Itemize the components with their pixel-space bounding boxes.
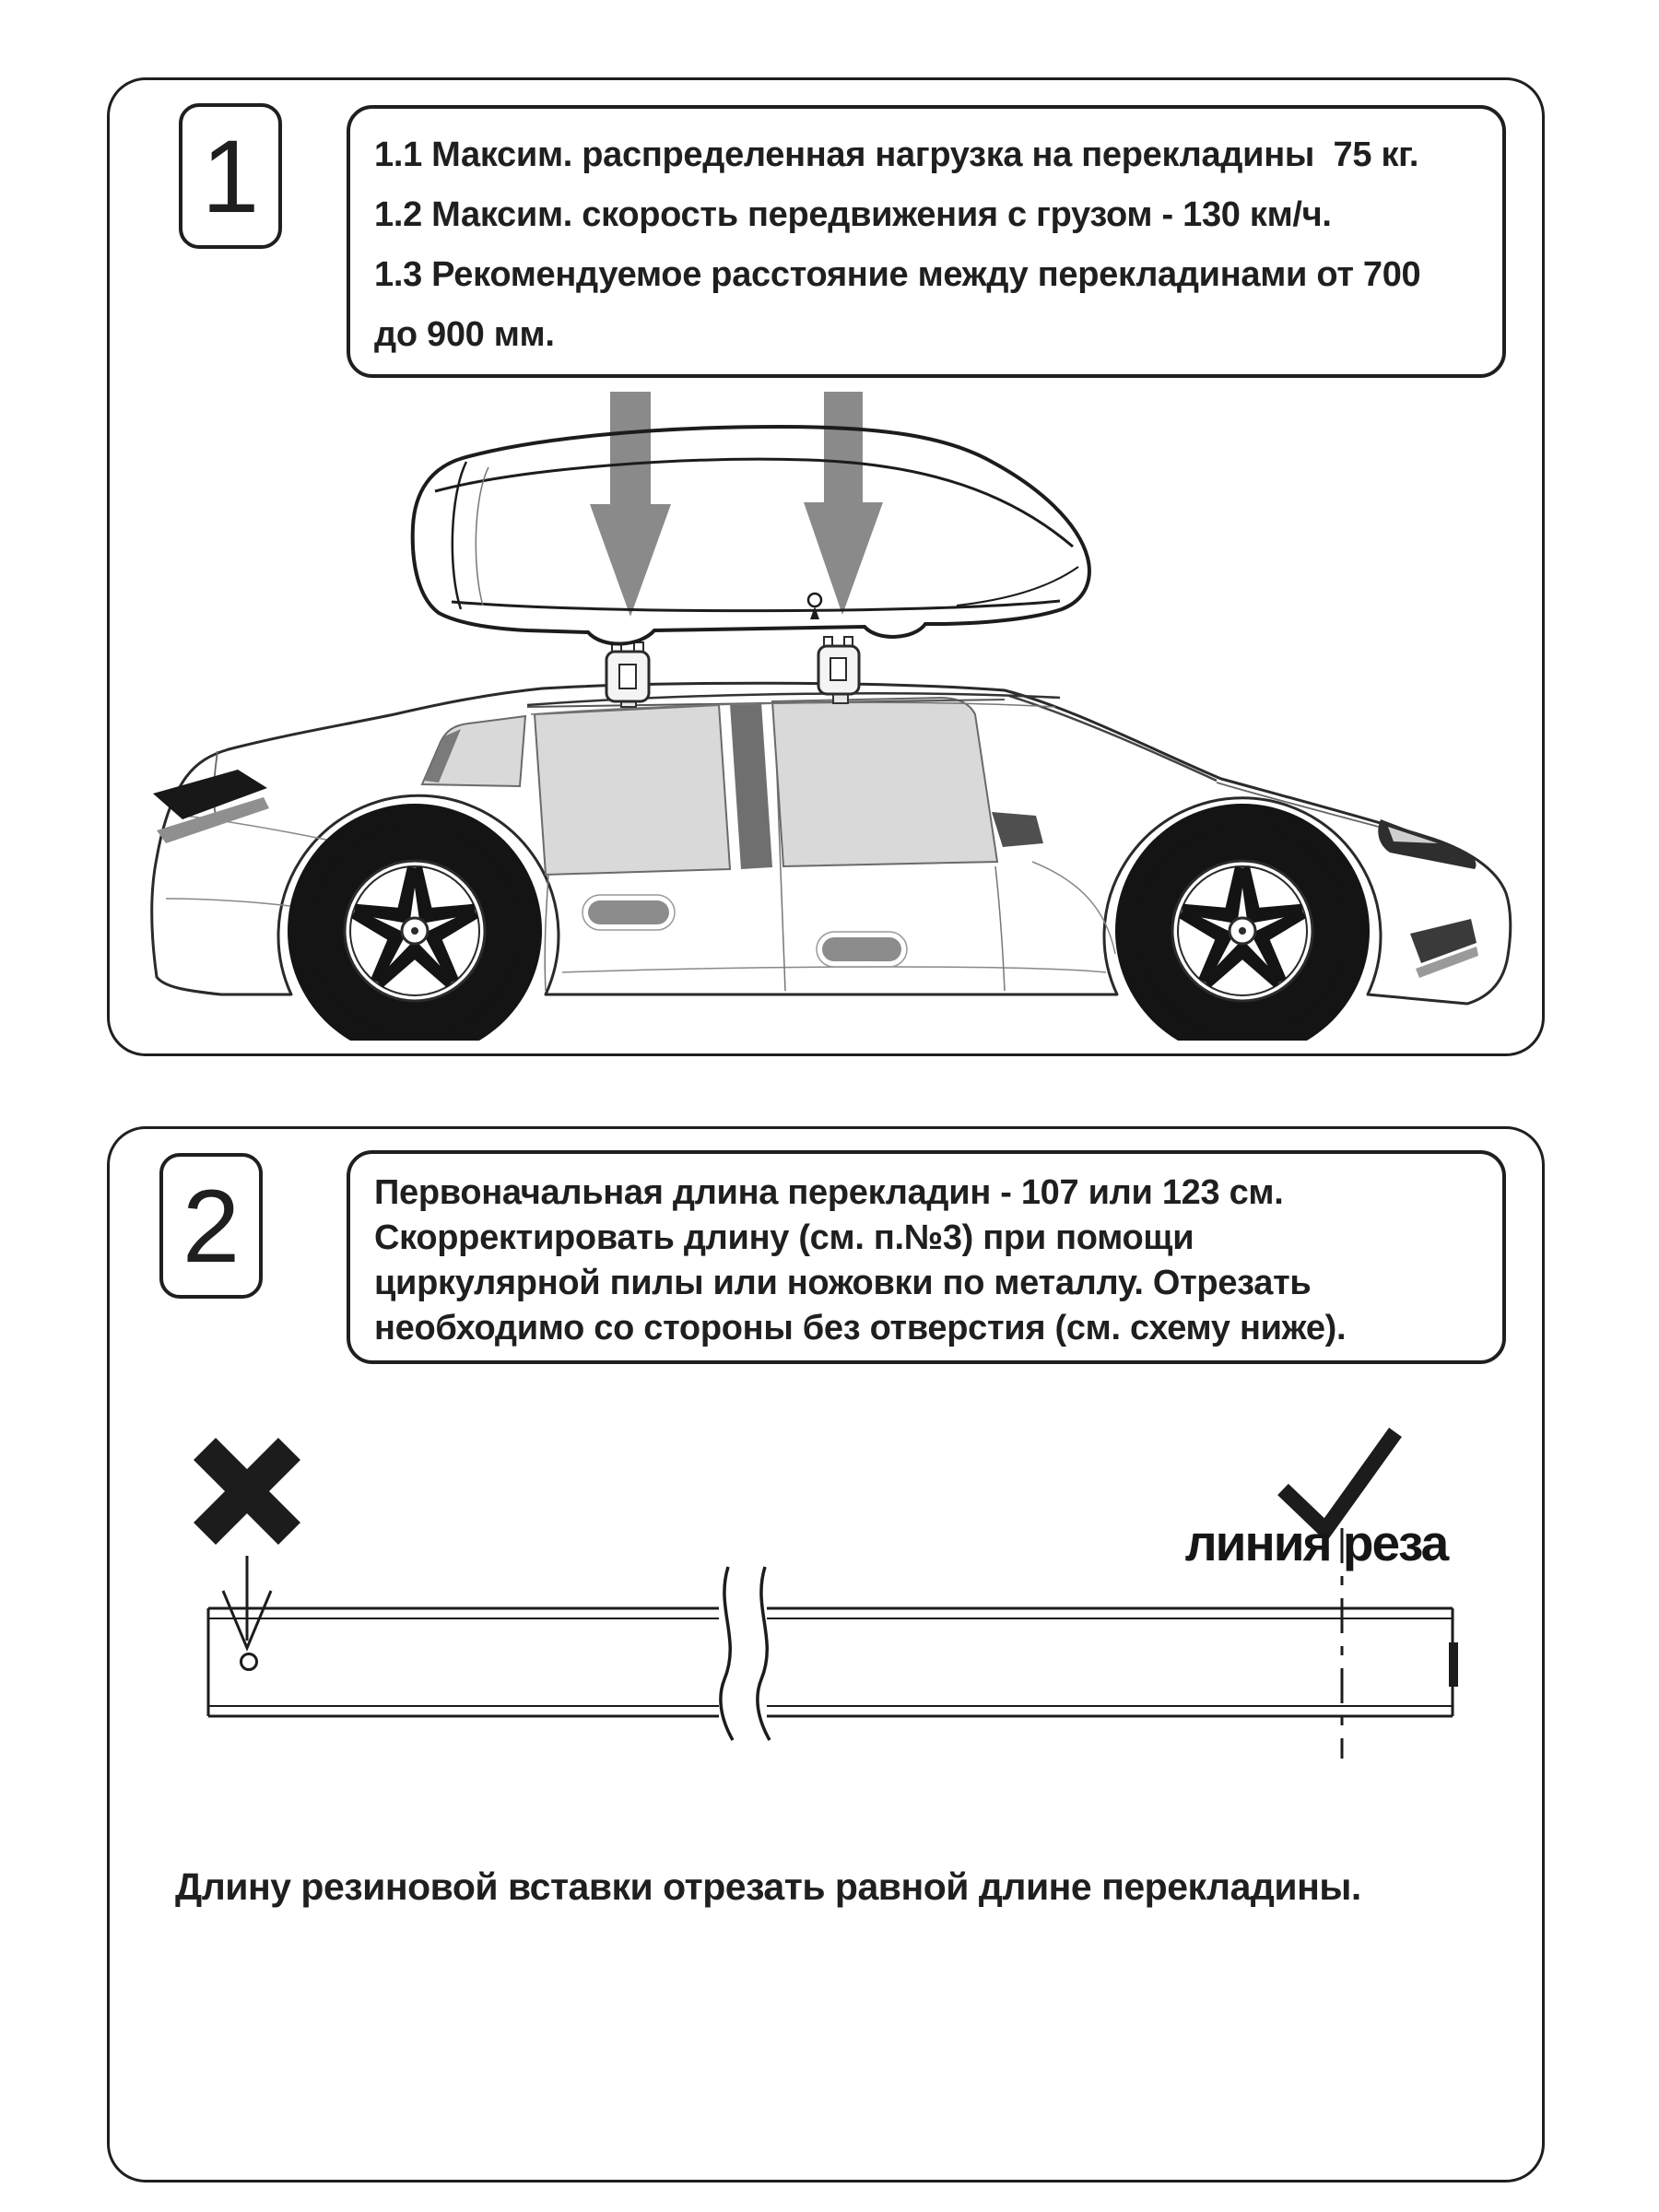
pointer-arrow [223, 1556, 271, 1648]
front-wheel [1115, 804, 1370, 1058]
cut-line-label: линия реза [1184, 1514, 1448, 1571]
car-with-roof-box-drawing [129, 382, 1530, 1065]
instruction-line: 1.2 Максим. скорость передвижения с грузом - 130 км/ч. [374, 195, 1332, 234]
step-1-badge [179, 103, 282, 249]
instruction-line: Первоначальная длина перекладин - 107 или 123 см. [374, 1173, 1284, 1212]
rubber-insert-note: Длину резиновой вставки отрезать равной длине перекладины. [175, 1865, 1361, 1908]
instruction-line: 1.1 Максим. распределенная нагрузка на перекладины 75 кг. [374, 135, 1419, 174]
instruction-line: Скорректировать длину (см. п.№3) при помощи [374, 1218, 1194, 1257]
end-cap-tab [1449, 1642, 1458, 1687]
mounting-hole [241, 1654, 257, 1670]
car-illustration [129, 382, 1530, 1065]
instruction-line: необходимо со стороны без отверстия (см. схему ниже). [374, 1309, 1347, 1347]
front-door-window [772, 698, 997, 866]
crossbar-cut-diagram [129, 1410, 1530, 1806]
step-2-textbox [347, 1150, 1506, 1364]
instruction-line: циркулярной пилы или ножовки по металлу. Отрезать [374, 1264, 1312, 1302]
cross-mark-icon [194, 1438, 300, 1545]
step-2-badge [159, 1153, 263, 1299]
instruction-line: 1.3 Рекомендуемое расстояние между перекладинами от 700 [374, 255, 1421, 294]
rear-wheel [288, 804, 542, 1058]
step-1-textbox [347, 105, 1506, 378]
front-door-handle [822, 937, 901, 961]
step-2-number: 2 [182, 1168, 241, 1284]
break-symbol [721, 1567, 770, 1740]
crossbar-diagram-drawing [129, 1410, 1530, 1806]
instruction-line: до 900 мм. [374, 315, 555, 354]
rear-door-window [535, 705, 730, 875]
crossbar-profile [208, 1608, 1453, 1716]
step-1-number: 1 [201, 118, 260, 234]
rear-door-handle [588, 900, 669, 924]
